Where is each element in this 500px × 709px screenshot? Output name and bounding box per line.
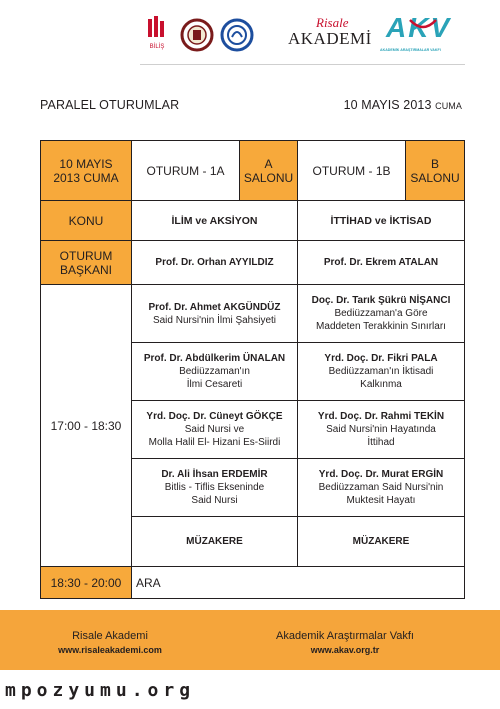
- hall-b: B SALONU: [406, 141, 465, 201]
- footer-risale: Risale Akademi www.risaleakademi.com: [30, 630, 190, 655]
- chair-a: Prof. Dr. Orhan AYYILDIZ: [132, 241, 298, 285]
- risale-url-link[interactable]: www.risaleakademi.com: [58, 645, 162, 655]
- talk-a-1: Prof. Dr. Ahmet AKGÜNDÜZ Said Nursi'nin İlmi Şahsiyeti: [132, 285, 298, 343]
- date-cell: 10 MAYIS 2013 CUMA: [41, 141, 132, 201]
- chair-row: [41, 241, 465, 285]
- brand-domain: mpozyumu.org: [5, 680, 196, 701]
- bilgi-logo-icon: [140, 15, 174, 55]
- chair-b: Prof. Dr. Ekrem ATALAN: [298, 241, 465, 285]
- page-title: PARALEL OTURUMLAR: [40, 98, 180, 112]
- svg-text:BİLİŞ: BİLİŞ: [149, 44, 165, 50]
- discussion-a: MÜZAKERE: [132, 517, 298, 567]
- topic-b: İTTİHAD ve İKTİSAD: [298, 201, 465, 241]
- talk-a-2: Prof. Dr. Abdülkerim ÜNALAN Bediüzzaman'ın İlmi Cesareti: [132, 343, 298, 401]
- talk-b-2: Yrd. Doç. Dr. Fikri PALA Bediüzzaman'ın İktisadi Kalkınma: [298, 343, 465, 401]
- logo-strip: [140, 10, 490, 60]
- break-time: 18:30 - 20:00: [41, 567, 132, 599]
- talk-b-3: Yrd. Doç. Dr. Rahmi TEKİN Said Nursi'nin Hayatında İttihad: [298, 401, 465, 459]
- header-row: [41, 141, 465, 201]
- akv-url-link[interactable]: www.akav.org.tr: [310, 645, 380, 655]
- time-slot: 17:00 - 18:30: [41, 285, 132, 567]
- break-row: [41, 567, 465, 599]
- footer-band: [0, 610, 500, 670]
- talk-a-4: Dr. Ali İhsan ERDEMİR Bitlis - Tiflis Ekseninde Said Nursi: [132, 459, 298, 517]
- talk-b-1: Doç. Dr. Tarık Şükrü NİŞANCI Bediüzzaman'a Göre Maddeten Terakkinin Sınırları: [298, 285, 465, 343]
- break-label: ARA: [132, 567, 465, 599]
- circle-logo-icon: [220, 15, 254, 55]
- discussion-b: MÜZAKERE: [298, 517, 465, 567]
- chair-label: OTURUM BAŞKANI: [41, 241, 132, 285]
- footer-akv: Akademik Araştırmalar Vakfı www.akav.org.tr: [230, 630, 460, 655]
- hall-a: A SALONU: [240, 141, 298, 201]
- talk-b-4: Yrd. Doç. Dr. Murat ERGİN Bediüzzaman Said Nursi'nin Muktesit Hayatı: [298, 459, 465, 517]
- talk-a-3: Yrd. Doç. Dr. Cüneyt GÖKÇE Said Nursi ve Molla Halil El- Hizani Es-Siirdi: [132, 401, 298, 459]
- risale-akademi-logo-icon: Risale AKADEMİ: [288, 15, 372, 48]
- session-a-title: OTURUM - 1A: [132, 141, 240, 201]
- seal-logo-icon: [180, 15, 214, 55]
- topic-label: KONU: [41, 201, 132, 241]
- program-table: [40, 140, 465, 599]
- topic-a: İLİM ve AKSİYON: [132, 201, 298, 241]
- session-date: 10 MAYIS 2013 CUMA: [343, 98, 462, 112]
- topic-row: [41, 201, 465, 241]
- session-b-title: OTURUM - 1B: [298, 141, 406, 201]
- akv-logo-icon: AKV AKADEMİK ARAŞTIRMALAR VAKFI: [380, 12, 452, 52]
- header-rule: [140, 64, 465, 65]
- talk-row: [41, 285, 465, 343]
